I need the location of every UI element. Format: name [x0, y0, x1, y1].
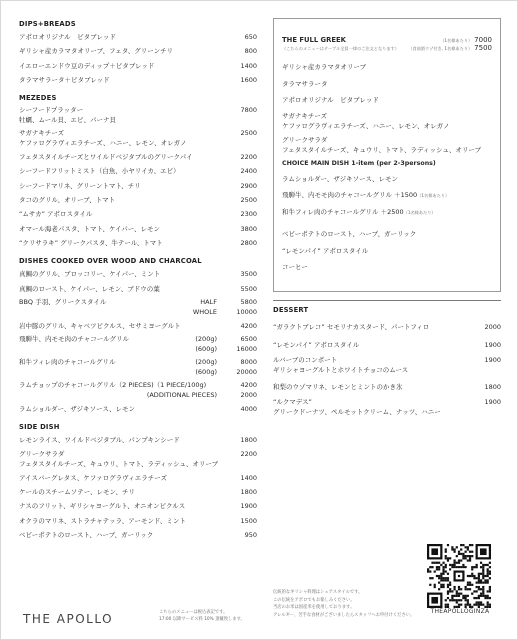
item-size: (200g): [195, 358, 217, 367]
disclaimer-line: この伝統をアポロでもお楽しみください。: [273, 597, 355, 603]
item-size: (200g): [195, 335, 217, 344]
price-note: （食前酒ウゾ付き, 1名様あたり）: [408, 46, 473, 51]
dessert-name: “レモンパイ” アポロスタイル: [273, 341, 360, 349]
course-item: [282, 109, 492, 133]
item-price: 1400: [240, 473, 257, 482]
item-price: 10000: [236, 307, 257, 316]
menu-item: [19, 333, 257, 356]
menu-item: [19, 356, 257, 379]
item-size: HALF: [200, 297, 217, 306]
item-price: 800: [244, 47, 257, 56]
item-price: 3500: [240, 270, 257, 279]
main-dish-name: 飛騨牛、内モモ肉のチャコールグリル ＋1500: [282, 191, 418, 199]
section-title: DISHES COOKED OVER WOOD AND CHARCOAL: [19, 257, 202, 266]
item-price: 7800: [240, 106, 257, 115]
menu-item: [19, 164, 257, 178]
item-name: シーフードプラッター: [19, 106, 84, 115]
course-description: フェタスタイルチーズ、キュウリ、トマト、ラディッシュ、オリーブ: [282, 145, 482, 154]
item-name: フェタスタイルチーズとワイルドベジタブルのグリークパイ: [19, 153, 193, 162]
item-price: 2200: [240, 153, 257, 162]
dessert-price: 1900: [484, 341, 501, 349]
item-size: WHOLE: [192, 307, 217, 316]
full-greek-header: [282, 29, 492, 59]
course-name: グリークサラダ: [282, 135, 328, 144]
item-price: 2500: [240, 129, 257, 138]
tax-note-line-2: 17:00 以降サービス料 10% 頂戴致します。: [159, 617, 245, 622]
restaurant-logo: THE APOLLO: [23, 612, 114, 626]
qr-code[interactable]: [427, 544, 491, 608]
item-price: 1800: [240, 488, 257, 497]
menu-item: [19, 528, 257, 542]
menu-item: [19, 282, 257, 296]
dessert-divider: [273, 300, 501, 301]
item-price: 6500: [240, 335, 257, 344]
full-greek-price-1: [440, 36, 492, 44]
item-name: “クリサラキ” グリークパスタ、牛テール、トマト: [19, 238, 163, 247]
course-item: ベビーポテトのロースト、ハーブ、ガーリック: [282, 230, 417, 238]
item-name: 真鯛のロースト、ケイパー、レモン、ブドウの葉: [19, 284, 160, 293]
item-name: ギリシャ産カラマタオリーブ、フェタ、グリーンチリ: [19, 47, 174, 56]
menu-item: [19, 30, 257, 44]
price-value: 7000: [474, 36, 492, 44]
dessert-title: DESSERT: [273, 306, 309, 314]
main-dish-option: [282, 187, 492, 204]
item-name: イエローエンドウ豆のディップ＋ピタブレッド: [19, 61, 155, 70]
menu-item: [19, 514, 257, 528]
item-price: 4200: [240, 321, 257, 330]
qr-label: THEAPOLLOGINZA: [430, 608, 490, 615]
item-additional: (ADDITIONAL PIECES): [146, 391, 217, 400]
menu-item: [19, 127, 257, 150]
dessert-price: 1900: [484, 398, 501, 406]
course-item: “レモンパイ” アポロスタイル: [282, 246, 369, 255]
dessert-items: [273, 318, 501, 420]
disclaimer-line: 当店のお米は国産米を使用しております。: [273, 605, 355, 610]
item-price: 1600: [240, 75, 257, 84]
menu-item: [19, 207, 257, 221]
disclaimer-line: アレルギー、苦手な食材がございましたらスタッフへお申付けください。: [273, 612, 415, 618]
main-dish-name: ラムショルダー、ザジキソース、レモン: [282, 174, 399, 183]
dessert-item: [273, 354, 501, 378]
main-dish-name: 和牛フィレ肉のチャコールグリル ＋2500: [282, 207, 404, 216]
menu-item: [19, 236, 257, 250]
menu-item: [19, 193, 257, 207]
main-dish-note: （1名様あたり）: [403, 209, 436, 215]
item-price: 5500: [240, 284, 257, 293]
item-price: 2200: [240, 449, 257, 458]
item-name: 飛騨牛、内モモ肉のチャコールグリル: [19, 335, 130, 344]
full-greek-subtitle: （こちらのメニューはテーブル全員一律のご注文となります）: [282, 46, 399, 51]
item-name: ケールのスチームソテー、レモン、チリ: [19, 488, 135, 497]
item-price: 4200: [240, 381, 257, 390]
item-name: 和牛フィレ肉のチャコールグリル: [19, 358, 116, 367]
left-menu-column: [19, 19, 257, 542]
item-price: 2500: [240, 196, 257, 205]
item-name: レモンライス、ワイルドベジタブル、パンプキンシード: [19, 436, 180, 445]
item-price: 650: [244, 33, 257, 41]
menu-item: [19, 296, 257, 319]
menu-item: [19, 73, 257, 87]
item-name: “ムサカ” アポロスタイル: [19, 210, 93, 219]
menu-item: [19, 402, 257, 416]
menu-item: [19, 448, 257, 471]
item-name: ベビーポテトのロースト、ハーブ、ガーリック: [19, 530, 154, 539]
menu-item: [19, 379, 257, 402]
item-price: 2000: [240, 391, 257, 400]
dessert-name: “ガラクトブレコ” セモリナカスタード、パートフィロ: [273, 323, 430, 331]
dessert-name: “ルクマデス”: [273, 398, 312, 406]
item-price: 950: [244, 530, 257, 539]
menu-item: [19, 433, 257, 447]
course-item: コーヒー: [282, 263, 308, 271]
item-name: オクラのマリネ、ストラチャテッラ、アーモンド、ミント: [19, 516, 186, 525]
course-item: タラマサラータ: [282, 79, 328, 88]
menu-item: [19, 485, 257, 499]
menu-item: [19, 222, 257, 236]
full-greek-price-2: [408, 44, 492, 52]
dessert-name: ルバーブのコンポート: [273, 356, 338, 364]
price-value: 7500: [474, 44, 492, 52]
main-dish-note: （1名様あたり）: [417, 193, 450, 198]
disclaimer-line: 伝統的なギリシャ料理はシェアスタイルです。: [273, 590, 363, 595]
item-size: (600g): [195, 345, 217, 354]
item-name: オマール海老パスタ、トマト、ケイパー、レモン: [19, 224, 161, 233]
item-name: ラムショルダー、ザジキソース、レモン: [19, 405, 136, 414]
menu-item: [19, 319, 257, 333]
full-greek-box: [273, 18, 501, 292]
dessert-description: グリークドーナツ、ペルモットクリーム、ナッツ、ハニー: [273, 408, 441, 416]
item-name: グリークサラダ: [19, 449, 65, 458]
section-title: MEZEDES: [19, 94, 57, 103]
dessert-item: [273, 318, 501, 336]
dessert-item: [273, 396, 501, 420]
item-price: 20000: [236, 368, 257, 377]
item-name: タコのグリル、オリーブ、トマト: [19, 196, 116, 205]
item-price: 8000: [240, 358, 257, 367]
item-description: フェタスタイルチーズ、キュウリ、トマト、ラディッシュ、オリーブ: [19, 459, 219, 468]
course-item: ギリシャ産カラマタオリーブ: [282, 63, 367, 71]
menu-item: [19, 150, 257, 164]
item-description: ケファログラヴィエラチーズ、ハニー、レモン、オレガノ: [19, 139, 187, 148]
course-name: サガナキチーズ: [282, 111, 328, 120]
item-price: 4000: [240, 405, 257, 414]
dessert-price: 1800: [484, 383, 501, 391]
dessert-section: [273, 302, 501, 420]
price-note: （1名様あたり）: [440, 38, 473, 43]
menu-item: [19, 471, 257, 485]
section-title: DIPS+BREADS: [19, 20, 76, 28]
item-name: シーフードマリネ、グリーントマト、チリ: [19, 181, 141, 190]
disclaimer-text: [273, 589, 423, 619]
item-name: アイスバーグレタス、ケファログラヴィエラチーズ: [19, 473, 167, 482]
item-name: 真鯛のグリル、ブロッコリー、ケイパー、ミント: [19, 270, 161, 279]
item-name: ラムチョップのチャコールグリル（2 PIECES)（1 PIECE/100g): [19, 381, 207, 390]
item-price: 16000: [236, 345, 257, 354]
menu-item: [19, 179, 257, 193]
main-dish-heading: CHOICE MAIN DISH 1-item (per 2-3persons): [282, 159, 436, 167]
item-price: 2300: [240, 210, 257, 219]
item-name: ナスのフリット、ギリシャヨーグルト、オニオンピクルス: [19, 502, 186, 511]
item-name: タラマサラータ＋ピタブレッド: [19, 75, 110, 84]
tax-note-line-1: こちらのメニューは税込表記です。: [159, 610, 228, 615]
menu-item: [19, 267, 257, 281]
dessert-description: ギリシャヨーグルトとホワイトチョコのムース: [273, 366, 409, 374]
main-dish-option: [282, 204, 492, 221]
section-title: SIDE DISH: [19, 423, 60, 432]
item-price: 1900: [240, 502, 257, 511]
item-price: 2400: [240, 167, 257, 176]
item-price: 1800: [240, 436, 257, 445]
full-greek-items: [282, 59, 492, 276]
item-description: 牡蠣、ムール貝、エビ、パーナ貝: [19, 116, 116, 125]
dessert-item: [273, 378, 501, 396]
dessert-price: 2000: [484, 323, 501, 331]
tax-note: [159, 609, 269, 623]
full-greek-title: THE FULL GREEK: [282, 36, 346, 44]
item-name: サガナキチーズ: [19, 129, 65, 138]
dessert-price: 1900: [484, 356, 501, 364]
item-price: 1400: [240, 61, 257, 70]
menu-item: [19, 104, 257, 127]
dessert-name: 和梨のウゾマリネ、レモンとミントのかき氷: [273, 383, 403, 391]
item-name: BBQ 手羽、グリークスタイル: [19, 297, 107, 306]
menu-item: [19, 499, 257, 513]
item-size: (600g): [195, 368, 217, 377]
item-name: シーフードフリットミスト（白魚、小ヤリイカ、エビ）: [19, 167, 180, 176]
course-item: [282, 133, 492, 157]
menu-item: [19, 59, 257, 73]
course-item: アポロオリジナル ピタブレッド: [282, 96, 379, 104]
menu-item: [19, 44, 257, 58]
item-price: 3800: [240, 224, 257, 233]
main-dish-option: [282, 171, 492, 188]
item-price: 2900: [240, 181, 257, 190]
course-description: ケファログラヴィエラチーズ、ハニー、レモン、オレガノ: [282, 121, 450, 130]
dessert-item: [273, 336, 501, 354]
item-price: 2800: [240, 238, 257, 247]
item-price: 1500: [240, 516, 257, 525]
item-name: 岩中豚のグリル、キャベツピクルス、セサミヨーグルト: [19, 321, 181, 330]
item-name: アポロオリジナル ピタブレッド: [19, 33, 116, 41]
item-price: 5800: [240, 297, 257, 306]
